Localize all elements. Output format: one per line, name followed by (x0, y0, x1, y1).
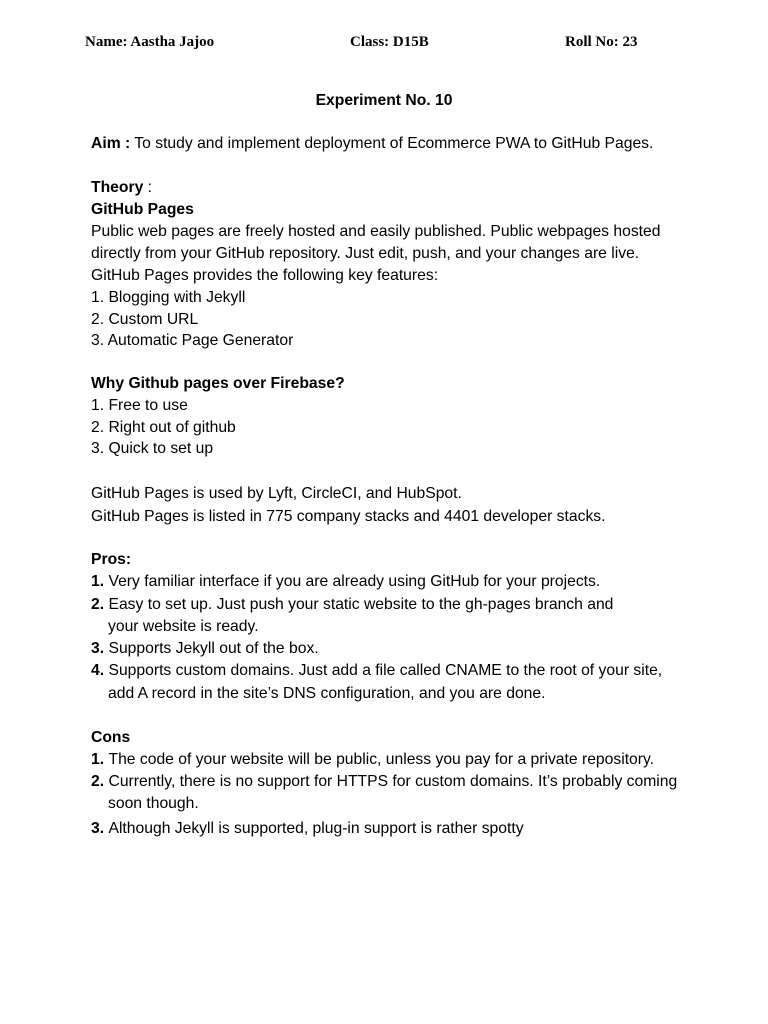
theory-text-line: Public web pages are freely hosted and easily published. Public webpages hosted (91, 223, 661, 240)
theory-suffix: : (143, 179, 153, 196)
theory-text-line: directly from your GitHub repository. Just edit, push, and your changes are live. (91, 245, 640, 262)
why-list-item: 3. Quick to set up (91, 440, 214, 457)
aim-text: To study and implement deployment of Ecommerce PWA to GitHub Pages. (130, 135, 654, 152)
pros-heading: Pros: (91, 551, 132, 568)
github-pages-subheading: GitHub Pages (91, 201, 194, 218)
list-number: 2. (91, 596, 105, 613)
list-number: 2. (91, 773, 105, 790)
student-name: Name: Aastha Jajoo (85, 34, 215, 50)
list-item-text: Currently, there is no support for HTTPS for custom domains. It’s probably coming (108, 773, 678, 790)
pros-list-item (91, 594, 613, 616)
pros-list-item (91, 571, 600, 593)
feature-list-item: 3. Automatic Page Generator (91, 332, 294, 349)
theory-label: Theory (91, 179, 144, 196)
why-list-item: 1. Free to use (91, 397, 188, 414)
why-heading: Why Github pages over Firebase? (91, 375, 345, 392)
theory-heading (91, 177, 152, 199)
pros-list-item (91, 638, 319, 660)
student-class: Class: D15B (350, 34, 429, 50)
list-item-text: The code of your website will be public, unless you pay for a private repository. (108, 751, 655, 768)
cons-list-item (91, 818, 524, 840)
usage-line: GitHub Pages is listed in 775 company stacks and 4401 developer stacks. (91, 508, 606, 525)
list-number: 3. (91, 640, 105, 657)
list-item-text: Easy to set up. Just push your static website to the gh-pages branch and (108, 596, 614, 613)
list-item-continuation: add A record in the site’s DNS configuration, and you are done. (108, 685, 546, 702)
pros-list-item (91, 660, 662, 682)
aim-label: Aim : (91, 135, 131, 152)
roll-number: Roll No: 23 (565, 34, 638, 50)
feature-list-item: 1. Blogging with Jekyll (91, 289, 246, 306)
feature-list-item: 2. Custom URL (91, 311, 199, 328)
list-item-continuation: soon though. (108, 795, 199, 812)
aim-line (91, 133, 653, 155)
cons-heading: Cons (91, 729, 131, 746)
list-number: 1. (91, 573, 105, 590)
list-item-continuation: your website is ready. (108, 618, 259, 635)
theory-text-line: GitHub Pages provides the following key features: (91, 267, 439, 284)
usage-line: GitHub Pages is used by Lyft, CircleCI, and HubSpot. (91, 485, 462, 502)
experiment-title: Experiment No. 10 (315, 92, 453, 109)
why-list-item: 2. Right out of github (91, 419, 236, 436)
list-item-text: Supports Jekyll out of the box. (108, 640, 319, 657)
list-item-text: Although Jekyll is supported, plug-in support is rather spotty (108, 820, 524, 837)
list-item-text: Supports custom domains. Just add a file called CNAME to the root of your site, (108, 662, 663, 679)
list-item-text: Very familiar interface if you are already using GitHub for your projects. (108, 573, 601, 590)
list-number: 1. (91, 751, 105, 768)
list-number: 3. (91, 820, 105, 837)
cons-list-item (91, 771, 677, 793)
cons-list-item (91, 749, 654, 771)
list-number: 4. (91, 662, 105, 679)
